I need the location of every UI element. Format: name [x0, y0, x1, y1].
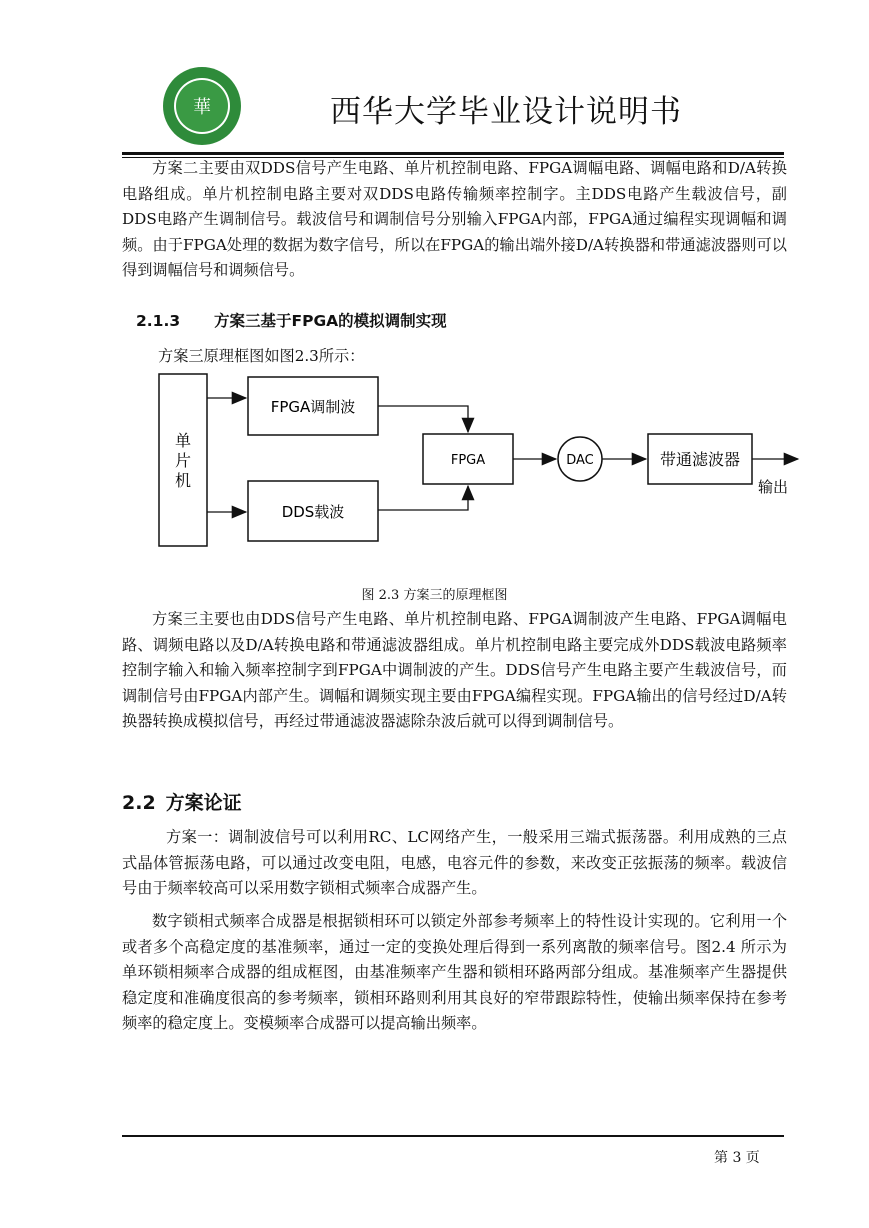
- arrow-dds-to-fpga: [378, 486, 468, 510]
- filter-label: 带通滤波器: [659, 450, 741, 469]
- mcu-label-char-1: 单: [174, 431, 192, 450]
- fpga-label: FPGA: [450, 453, 486, 468]
- header-rule-thick: [122, 152, 784, 155]
- section-heading-2-1-3: [136, 309, 447, 331]
- diagram-intro-text: 方案三原理框图如图2.3所示：: [158, 347, 365, 365]
- output-label: 输出: [758, 478, 789, 496]
- mcu-label-char-3: 机: [174, 471, 192, 490]
- paragraph-scheme-one-argument: 方案一：调制波信号可以利用RC、LC网络产生，一般采用三端式振荡器。利用成熟的三点式晶体管振荡电路，可以通过改变电阻，电感，电容元件的参数，来改变正弦振荡的频率。载波信号由于频率较高可以采用数字锁相式频率合成器产生。: [122, 828, 787, 898]
- arrow-fpga-mod-to-fpga: [378, 406, 468, 432]
- section-number: 2.1.3: [136, 312, 181, 330]
- paragraph-scheme-two: 方案二主要由双DDS信号产生电路、单片机控制电路、FPGA调幅电路、调幅电路和D/A转换电路组成。单片机控制电路主要对双DDS电路传输频率控制字。主DDS电路产生载波信号，副DDS电路产生调制信号。载波信号和调制信号分别输入FPGA内部，FPGA通过编程实现调幅和调频。由于FPGA处理的数据为数字信号，所以在FPGA的输出端外接D/A转换器和带通滤波器则可以得到调幅信号和调频信号。: [122, 159, 787, 280]
- section-title: 方案论证: [165, 792, 242, 814]
- page-header-title: 西华大学毕业设计说明书: [330, 94, 682, 130]
- page-number: 第 3 页: [714, 1150, 760, 1166]
- figure-caption: 图 2.3 方案三的原理框图: [361, 588, 508, 603]
- dac-label: DAC: [566, 453, 594, 468]
- svg-text:華: 華: [193, 97, 211, 118]
- mcu-label-char-2: 片: [174, 451, 192, 470]
- dds-label: DDS载波: [281, 503, 345, 521]
- block-diagram: [150, 370, 810, 555]
- section-number: 2.2: [122, 792, 156, 814]
- fpga-mod-label: FPGA调制波: [270, 398, 356, 416]
- paragraph-pll-synthesizer: 数字锁相式频率合成器是根据锁相环可以锁定外部参考频率上的特性设计实现的。它利用一个或者多个高稳定度的基准频率，通过一定的变换处理后得到一系列离散的频率信号。图2.4 所示为单环锁相频率合成器的组成框图，由基准频率产生器和锁相环路两部分组成。基准频率产生器提供稳定度和准确度很高的参考频率，锁相环路则利用其良好的窄带跟踪特性，使输出频率保持在参考频率的稳定度上。变模频率合成器可以提高输出频率。: [122, 912, 787, 1033]
- footer-rule: [122, 1135, 784, 1137]
- university-logo: [162, 66, 242, 146]
- section-title: 方案三基于FPGA的模拟调制实现: [214, 312, 447, 330]
- section-heading-2-2: [122, 788, 242, 815]
- paragraph-scheme-three: 方案三主要也由DDS信号产生电路、单片机控制电路、FPGA调制波产生电路、FPGA调幅电路、调频电路以及D/A转换电路和带通滤波器组成。单片机控制电路主要完成外DDS载波电路频率控制字输入和输入频率控制字到FPGA中调制波的产生。DDS信号产生电路主要产生载波信号，而调制信号由FPGA内部产生。调幅和调频实现主要由FPGA编程实现。FPGA输出的信号经过D/A转换器转换成模拟信号，再经过带通滤波器滤除杂波后就可以得到调制信号。: [122, 610, 787, 731]
